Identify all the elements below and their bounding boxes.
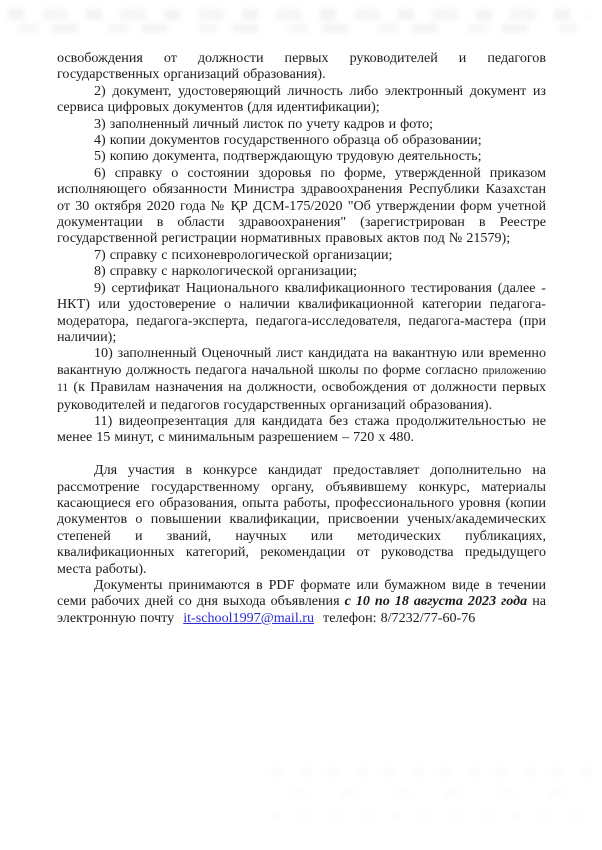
list-item-6: 6) справку о состоянии здоровья по форме, утвержденной приказом исполняющего обязанности Министра здравоохранения Республики Казахстан от 30 октября 2020 года № ҚР ДСМ-175/2020 "Об утверждении форм учетной документации в области здравоохранения" (зарегистрирован в Реестре государственной регистрации нормативных правовых актов под № 21579);	[57, 164, 546, 247]
scan-artifact-top	[8, 9, 590, 36]
list-item-10	[57, 345, 546, 413]
submission-text-after: телефон: 8/7232/77-60-76	[319, 609, 476, 626]
list-item-9: 9) сертификат Национального квалификационного тестирования (далее - НКТ) или удостоверение о наличии квалификационной категории педагога-модератора, педагога-эксперта, педагога-исследователя, педагога-мастера (при наличии);	[57, 279, 546, 345]
appendix-11-reference: приложению 11	[57, 363, 546, 395]
document-body	[57, 50, 546, 626]
list-item-11: 11) видеопрезентация для кандидата без стажа продолжительностью не менее 15 минут, с минимальным разрешением – 720 х 480.	[57, 412, 546, 446]
list-item-4: 4) копии документов государственного образца об образовании;	[94, 132, 482, 149]
submission-deadline-dates: с 10 по 18 августа 2023 года	[344, 593, 528, 610]
list-item-5: 5) копию документа, подтверждающую трудовую деятельность;	[94, 148, 482, 165]
list-item-7: 7) справку с психоневрологической организации;	[94, 246, 393, 263]
list-item-10-text-before: 10) заполненный Оценочный лист кандидата на вакантную или временно вакантную должность педагога начальной школы по форме согласно	[57, 345, 546, 378]
submission-text-before: Документы принимаются в PDF формате или бумажном виде в течении семи рабочих дней со дня выхода объявления	[57, 576, 546, 610]
email-link[interactable]: it-school1997@mail.ru	[183, 609, 315, 626]
paragraph-continuation: освобождения от должности первых руководителей и педагогов государственных организаций образования).	[57, 50, 546, 83]
list-item-10-text-after: (к Правилам назначения на должности, освобождения от должности первых руководителей и педагогов государственных организаций образования).	[57, 379, 546, 413]
list-item-8: 8) справку с наркологической организации;	[94, 263, 358, 280]
list-item-2: 2) документ, удостоверяющий личность либо электронный документ из сервиса цифровых документов (для идентификации);	[57, 82, 546, 116]
scan-artifact-bottom	[271, 768, 602, 840]
list-item-3: 3) заполненный личный листок по учету кадров и фото;	[94, 115, 434, 132]
submission-text-middle: на электронную почту	[57, 593, 546, 626]
paragraph-submission	[57, 577, 546, 626]
paragraph-additional-materials: Для участия в конкурсе кандидат предоставляет дополнительно на рассмотрение государственному органу, объявившему конкурс, материалы касающиеся его образования, опыта работы, профессионального уровня (копии документов о повышении квалификации, присвоении ученых/академических степеней и званий, научных или методических публикациях, квалификационных категорий, рекомендации от руководства предыдущего места работы).	[57, 462, 546, 577]
